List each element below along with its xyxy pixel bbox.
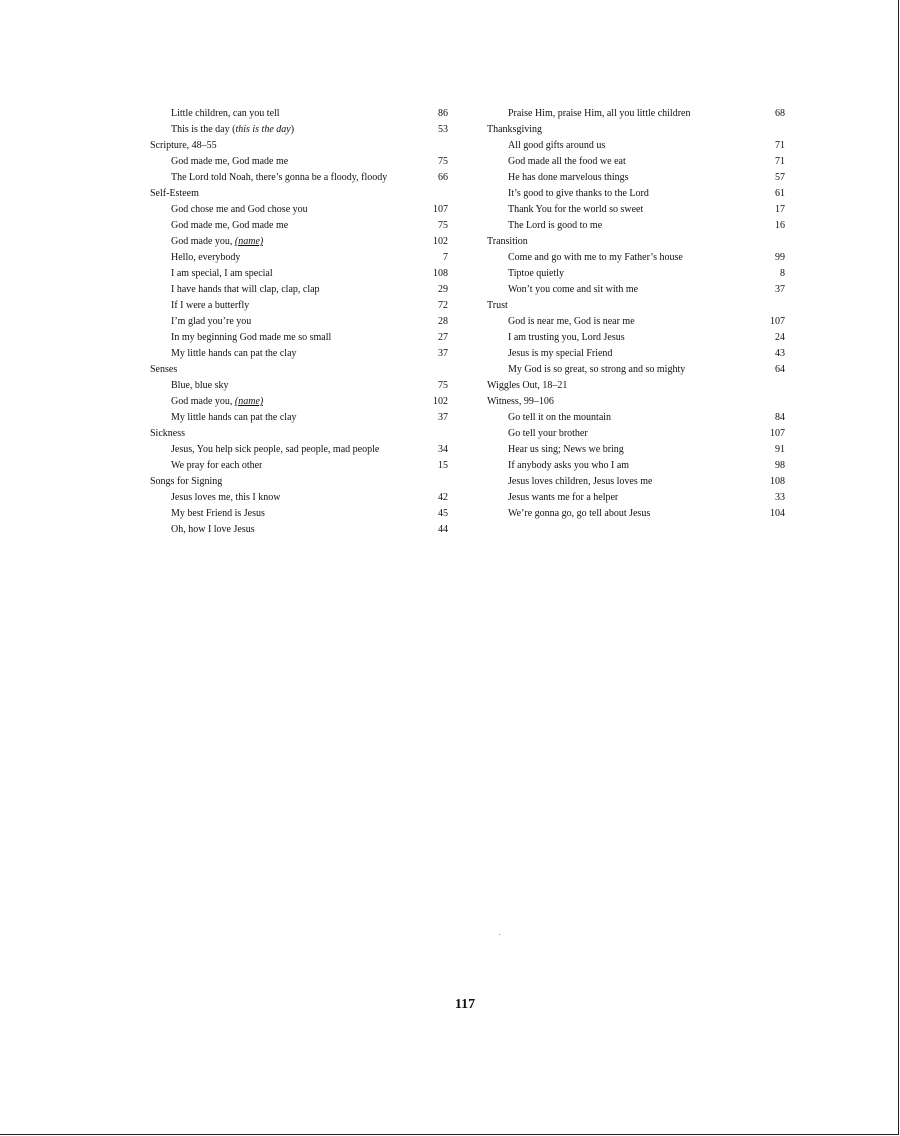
page-ref: 16: [775, 220, 785, 231]
index-entry: [487, 266, 785, 282]
index-entry: [487, 218, 785, 234]
title-text: Jesus is my special Friend: [508, 348, 613, 359]
entry-title: [508, 330, 625, 346]
index-entry: [487, 154, 785, 170]
heading-text: [150, 362, 177, 378]
index-entry: [487, 250, 785, 266]
index-entry: [150, 490, 448, 506]
entry-title: [508, 202, 643, 218]
index-entry: [487, 170, 785, 186]
entry-title: [171, 154, 288, 170]
page-ref: 102: [433, 236, 448, 247]
entry-title: [171, 330, 331, 346]
page-ref: 107: [770, 428, 785, 439]
title-text: Blue, blue sky: [171, 380, 229, 391]
heading-text: [487, 378, 567, 394]
index-entry: [487, 474, 785, 490]
title-text: Hear us sing; News we bring: [508, 444, 624, 455]
page-ref: 91: [775, 444, 785, 455]
page-ref: 24: [775, 332, 785, 343]
index-entry: [150, 122, 448, 138]
index-entry: [487, 490, 785, 506]
index-entry: [487, 362, 785, 378]
title-text: Songs for Signing: [150, 476, 223, 487]
index-heading: [150, 186, 448, 202]
title-text: Witness, 99–106: [487, 396, 554, 407]
title-text: God is near me, God is near me: [508, 316, 635, 327]
title-text: I am trusting you, Lord Jesus: [508, 332, 625, 343]
title-text: He has done marvelous things: [508, 172, 629, 183]
page-ref: 108: [770, 476, 785, 487]
index-entry: [150, 458, 448, 474]
page-ref: 44: [438, 524, 448, 535]
index-entry: [150, 410, 448, 426]
title-text: Thanksgiving: [487, 124, 542, 135]
page-ref: 53: [438, 124, 448, 135]
index-entry: [487, 282, 785, 298]
entry-title: [171, 490, 280, 506]
page-ref: 29: [438, 284, 448, 295]
title-text: My little hands can pat the clay: [171, 348, 297, 359]
entry-title: [508, 282, 638, 298]
title-placeholder: (name): [234, 396, 264, 407]
title-text: All good gifts around us: [508, 140, 606, 151]
title-text: Jesus, You help sick people, sad people, mad people: [171, 444, 380, 455]
index-entry: [150, 266, 448, 282]
page-ref: 84: [775, 412, 785, 423]
index-entry: [150, 202, 448, 218]
entry-title: [171, 394, 263, 410]
index-entry: [487, 138, 785, 154]
title-text: We’re gonna go, go tell about Jesus: [508, 508, 651, 519]
heading-text: [150, 186, 199, 202]
index-entry: [150, 154, 448, 170]
heading-text: [487, 122, 542, 138]
entry-title: [171, 122, 294, 138]
index-entry: [487, 442, 785, 458]
index-entry: [150, 378, 448, 394]
page-ref: 33: [775, 492, 785, 503]
index-heading: [487, 234, 785, 250]
entry-title: [171, 314, 251, 330]
page-ref: 61: [775, 188, 785, 199]
index-heading: [487, 378, 785, 394]
index-entry: [487, 186, 785, 202]
entry-title: [171, 250, 240, 266]
entry-title: [508, 266, 564, 282]
entry-title: [171, 106, 280, 122]
title-text: Scripture, 48–55: [150, 140, 217, 151]
entry-title: [171, 410, 297, 426]
title-text: My best Friend is Jesus: [171, 508, 265, 519]
page-ref: 7: [443, 252, 448, 263]
title-text: Praise Him, praise Him, all you little children: [508, 108, 691, 119]
entry-title: [171, 506, 265, 522]
index-entry: [150, 506, 448, 522]
entry-title: [508, 250, 683, 266]
entry-title: [171, 202, 308, 218]
entry-title: [171, 522, 255, 538]
index-entry: [150, 234, 448, 250]
page-ref: 98: [775, 460, 785, 471]
page-ref: 102: [433, 396, 448, 407]
index-entry: [150, 314, 448, 330]
index-heading: [487, 394, 785, 410]
entry-title: [508, 506, 650, 522]
title-text: My God is so great, so strong and so mighty: [508, 364, 686, 375]
page-ref: 15: [438, 460, 448, 471]
entry-title: [508, 458, 629, 474]
index-entry: [150, 282, 448, 298]
page-ref: 75: [438, 220, 448, 231]
title-text: Jesus loves me, this I know: [171, 492, 281, 503]
title-text: Go tell it on the mountain: [508, 412, 612, 423]
page-ref: 72: [438, 300, 448, 311]
page-ref: 8: [780, 268, 785, 279]
page-ref: 108: [433, 268, 448, 279]
page-ref: 42: [438, 492, 448, 503]
page-ref: 27: [438, 332, 448, 343]
entry-title: [508, 442, 624, 458]
entry-title: [508, 474, 652, 490]
page-ref: 17: [775, 204, 785, 215]
title-text: God chose me and God chose you: [171, 204, 308, 215]
entry-title: [508, 186, 649, 202]
entry-title: [171, 266, 273, 282]
title-after: ): [290, 124, 295, 135]
entry-title: [508, 218, 602, 234]
entry-title: [171, 346, 297, 362]
title-text: I’m glad you’re you: [171, 316, 252, 327]
title-text: Hello, everybody: [171, 252, 241, 263]
page-ref: 107: [433, 204, 448, 215]
title-text: Thank You for the world so sweet: [508, 204, 644, 215]
index-entry: [487, 426, 785, 442]
index-entry: [150, 394, 448, 410]
index-column-right: [487, 106, 785, 522]
page-ref: 64: [775, 364, 785, 375]
entry-title: [508, 138, 605, 154]
title-text: Oh, how I love Jesus: [171, 524, 255, 535]
title-text: Transition: [487, 236, 528, 247]
index-heading: [150, 426, 448, 442]
title-text: My little hands can pat the clay: [171, 412, 297, 423]
title-italic: this is the day: [235, 124, 291, 135]
title-text: This is the day (: [171, 124, 236, 135]
index-entry: [150, 218, 448, 234]
entry-title: [171, 442, 379, 458]
entry-title: [508, 314, 635, 330]
entry-title: [171, 234, 263, 250]
title-text: Tiptoe quietly: [508, 268, 565, 279]
index-heading: [150, 138, 448, 154]
title-text: If I were a butterfly: [171, 300, 250, 311]
title-placeholder: (name): [234, 236, 264, 247]
page-ref: 75: [438, 380, 448, 391]
page-ref: 43: [775, 348, 785, 359]
entry-title: [508, 410, 611, 426]
speck: [499, 934, 500, 935]
page-ref: 45: [438, 508, 448, 519]
page-ref: 99: [775, 252, 785, 263]
page-ref: 75: [438, 156, 448, 167]
page-ref: 28: [438, 316, 448, 327]
title-text: Won’t you come and sit with me: [508, 284, 639, 295]
title-text: Senses: [150, 364, 178, 375]
index-entry: [487, 506, 785, 522]
entry-title: [171, 458, 262, 474]
index-heading: [150, 362, 448, 378]
title-text: I am special, I am special: [171, 268, 273, 279]
page-ref: 37: [438, 348, 448, 359]
title-text: God made you,: [171, 236, 235, 247]
index-entry: [487, 202, 785, 218]
index-heading: [150, 474, 448, 490]
index-heading: [487, 122, 785, 138]
page-ref: 57: [775, 172, 785, 183]
index-entry: [150, 106, 448, 122]
entry-title: [171, 298, 249, 314]
index-entry: [487, 346, 785, 362]
entry-title: [171, 282, 320, 298]
index-entry: [150, 170, 448, 186]
heading-text: [150, 426, 185, 442]
index-entry: [150, 250, 448, 266]
page-ref: 37: [438, 412, 448, 423]
title-text: It’s good to give thanks to the Lord: [508, 188, 649, 199]
entry-title: [508, 106, 690, 122]
index-entry: [150, 442, 448, 458]
page-ref: 34: [438, 444, 448, 455]
title-text: Jesus loves children, Jesus loves me: [508, 476, 653, 487]
entry-title: [508, 426, 588, 442]
index-entry: [487, 410, 785, 426]
entry-title: [171, 218, 288, 234]
index-entry: [487, 314, 785, 330]
page-ref: 71: [775, 140, 785, 151]
title-text: The Lord is good to me: [508, 220, 603, 231]
index-heading: [487, 298, 785, 314]
index-column-left: [150, 106, 448, 538]
title-text: Go tell your brother: [508, 428, 588, 439]
title-text: Sickness: [150, 428, 185, 439]
title-text: God made you,: [171, 396, 235, 407]
heading-text: [150, 474, 222, 490]
index-entry: [150, 298, 448, 314]
index-entry: [487, 106, 785, 122]
title-text: God made me, God made me: [171, 220, 289, 231]
page-ref: 66: [438, 172, 448, 183]
page-ref: 68: [775, 108, 785, 119]
heading-text: [487, 394, 554, 410]
title-text: Wiggles Out, 18–21: [487, 380, 568, 391]
entry-title: [508, 346, 612, 362]
index-entry: [150, 522, 448, 538]
title-text: Self-Esteem: [150, 188, 199, 199]
title-text: If anybody asks you who I am: [508, 460, 630, 471]
heading-text: [150, 138, 217, 154]
page-ref: 104: [770, 508, 785, 519]
title-text: The Lord told Noah, there’s gonna be a floody, floody: [171, 172, 388, 183]
page-ref: 86: [438, 108, 448, 119]
title-text: In my beginning God made me so small: [171, 332, 332, 343]
title-text: Trust: [487, 300, 508, 311]
heading-text: [487, 298, 508, 314]
entry-title: [508, 154, 626, 170]
title-text: Come and go with me to my Father’s house: [508, 252, 683, 263]
entry-title: [171, 170, 387, 186]
index-entry: [487, 458, 785, 474]
index-entry: [150, 330, 448, 346]
page-number: 117: [454, 997, 476, 1012]
page-ref: 37: [775, 284, 785, 295]
title-text: We pray for each other: [171, 460, 263, 471]
title-text: God made me, God made me: [171, 156, 289, 167]
entry-title: [508, 490, 618, 506]
entry-title: [508, 170, 629, 186]
heading-text: [487, 234, 528, 250]
index-entry: [150, 346, 448, 362]
entry-title: [508, 362, 685, 378]
entry-title: [171, 378, 229, 394]
title-text: Little children, can you tell: [171, 108, 280, 119]
title-text: Jesus wants me for a helper: [508, 492, 619, 503]
page-ref: 107: [770, 316, 785, 327]
page-ref: 71: [775, 156, 785, 167]
title-text: I have hands that will clap, clap, clap: [171, 284, 320, 295]
title-text: God made all the food we eat: [508, 156, 626, 167]
index-entry: [487, 330, 785, 346]
